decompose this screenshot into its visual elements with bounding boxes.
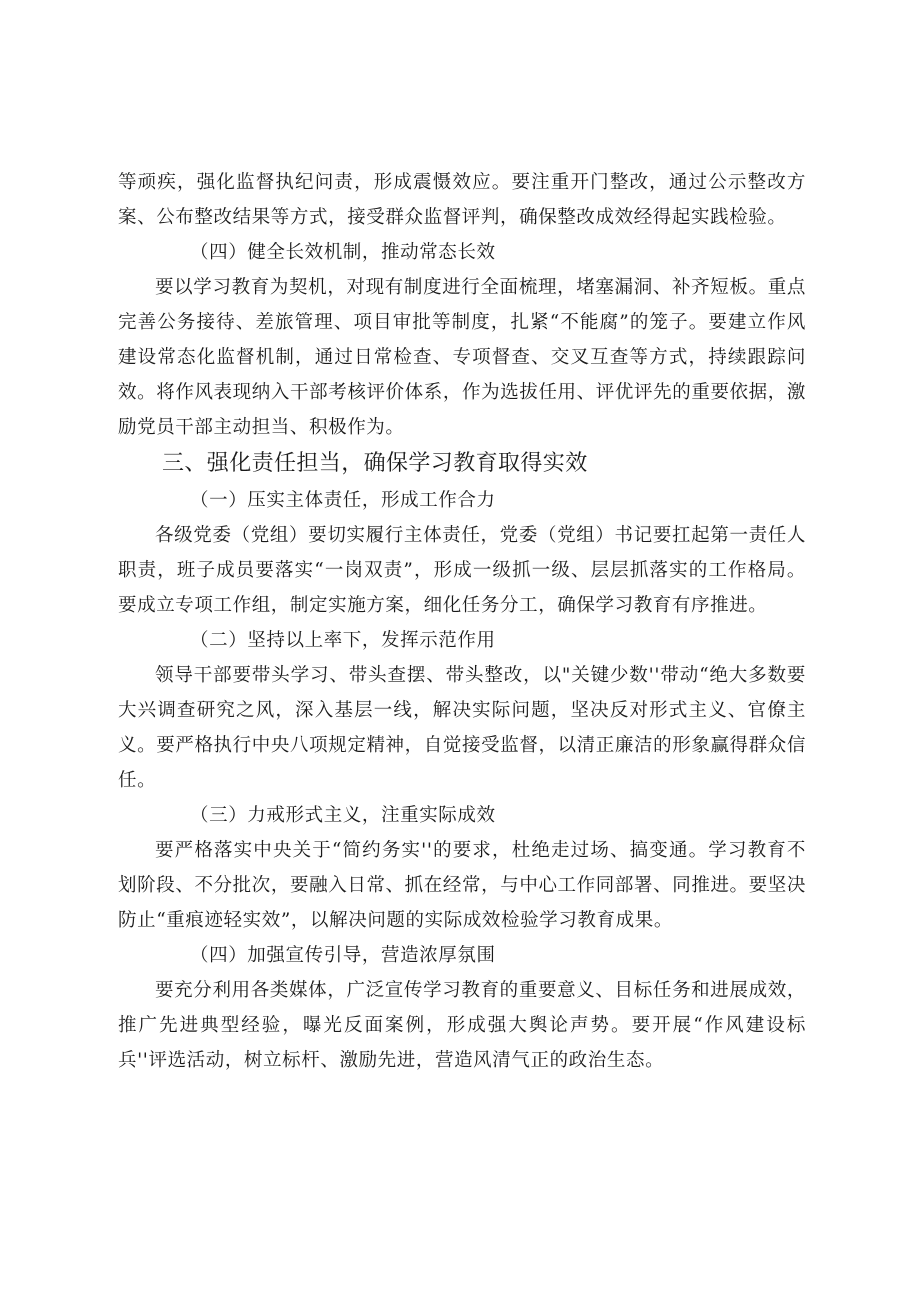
section-heading-3: 三、强化责任担当，确保学习教育取得实效 [162, 451, 588, 476]
subsection-heading-3-no-formalism: （三）力戒形式主义，注重实际成效 [190, 805, 496, 826]
subsection-heading-4-publicity: （四）加强宣传引导，营造浓厚氛围 [190, 945, 496, 966]
subsection-body-4-long-term-mechanism: 要以学习教育为契机，对现有制度进行全面梳理，堵塞漏洞、补齐短板。重点完善公务接待、差旅管理、项目审批等制度，扎紧“不能腐”的笼子。要建立作风建设常态化监督机制，通过日常检查、专项督查、交叉互查等方式，持续跟踪问效。将作风表现纳入干部考核评价体系，作为选拔任用、评优评先的重要依据，激励党员干部主动担当、积极作为。 [118, 277, 806, 438]
subsection-body-3-no-formalism: 要严格落实中央关于“简约务实''的要求，杜绝走过场、搞变通。学习教育不划阶段、不分批次，要融入日常、抓在经常，与中心工作同部署、同推进。要坚决防止“重痕迹轻实效”，以解决问题的实际成效检验学习教育成果。 [118, 840, 806, 931]
subsection-body-2-lead-by-example: 领导干部要带头学习、带头查摆、带头整改，以"关键少数''带动“绝大多数要大兴调查研究之风，深入基层一线，解决实际问题，坚决反对形式主义、官僚主义。要严格执行中央八项规定精神，自觉接受监督，以清正廉洁的形象赢得群众信任。 [118, 665, 806, 791]
subsection-heading-1-responsibility: （一）压实主体责任，形成工作合力 [190, 490, 496, 511]
subsection-heading-4-long-term-mechanism: （四）健全长效机制，推动常态长效 [190, 242, 496, 263]
subsection-heading-2-lead-by-example: （二）坚持以上率下，发挥示范作用 [190, 630, 496, 651]
subsection-body-4-publicity: 要充分利用各类媒体，广泛宣传学习教育的重要意义、目标任务和进展成效，推广先进典型经验，曝光反面案例，形成强大舆论声势。要开展“作风建设标兵''评选活动，树立标杆、激励先进，营造风清气正的政治生态。 [118, 980, 806, 1071]
document-body [118, 165, 806, 1078]
continuation-paragraph: 等顽疾，强化监督执纪问责，形成震慑效应。要注重开门整改，通过公示整改方案、公布整改结果等方式，接受群众监督评判，确保整改成效经得起实践检验。 [118, 172, 806, 228]
subsection-body-1-responsibility: 各级党委（党组）要切实履行主体责任，党委（党组）书记要扛起第一责任人职责，班子成员要落实“一岗双责”，形成一级抓一级、层层抓落实的工作格局。要成立专项工作组，制定实施方案，细化任务分工，确保学习教育有序推进。 [118, 525, 806, 616]
